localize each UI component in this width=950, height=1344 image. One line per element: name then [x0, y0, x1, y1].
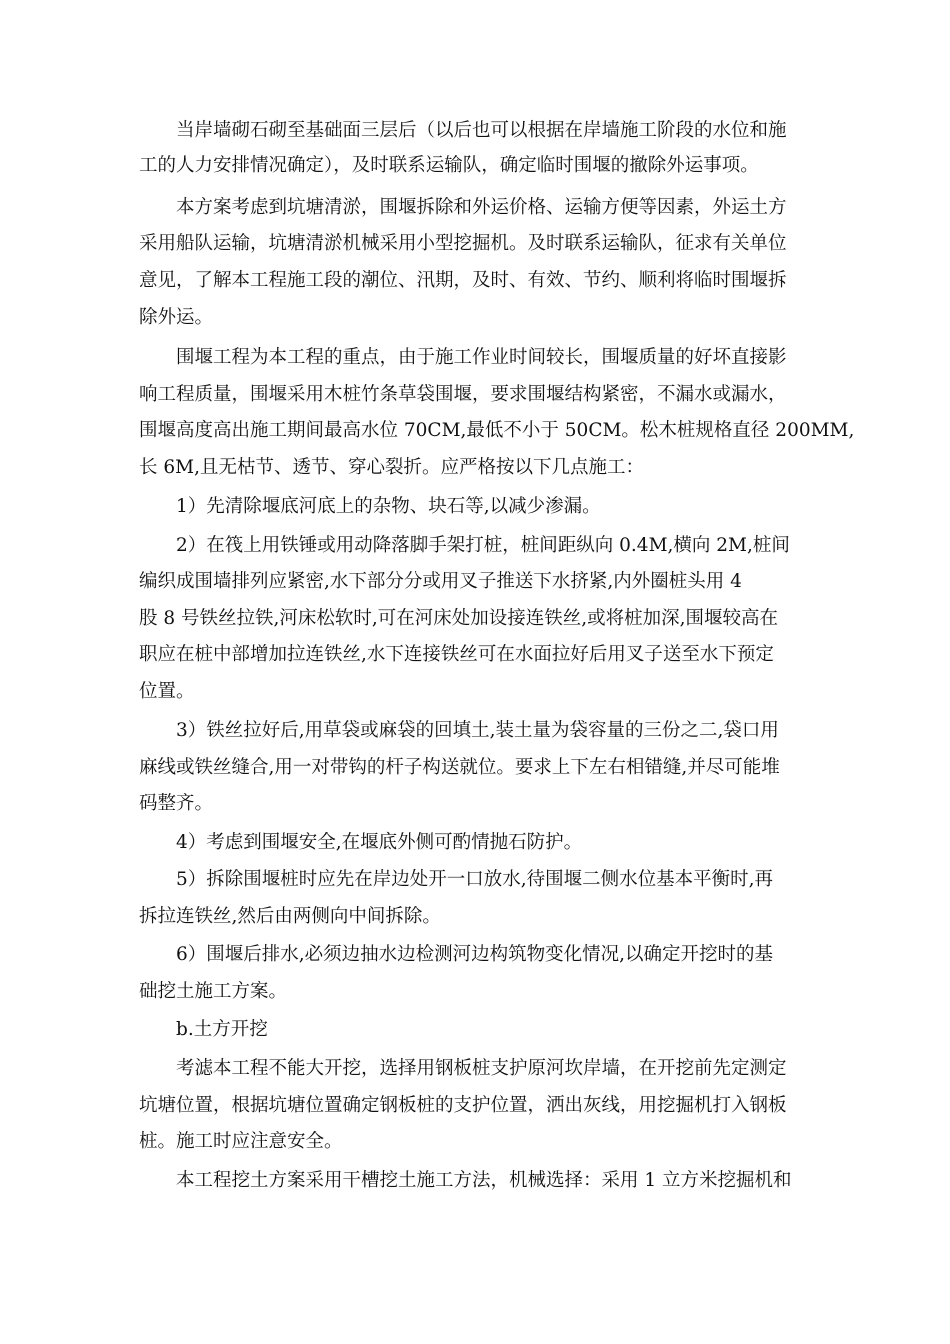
text-line: 1）先清除堰底河底上的杂物、块石等,以减少渗漏。: [176, 496, 601, 517]
text-line: 除外运。: [139, 307, 214, 328]
text-line: 4）考虑到围堰安全,在堰底外侧可酌情抛石防护。: [176, 832, 583, 853]
text-line: 编织成围墙排列应紧密,水下部分分或用叉子推送下水挤紧,内外圈桩头用 4: [139, 571, 742, 592]
text-line: 3）铁丝拉好后,用草袋或麻袋的回填土,装土量为袋容量的三份之二,袋口用: [176, 720, 779, 741]
text-line: 当岸墙砌石砌至基础面三层后（以后也可以根据在岸墙施工阶段的水位和施: [176, 120, 787, 141]
text-line: 长 6M,且无枯节、透节、穿心裂折。应严格按以下几点施工：: [139, 457, 644, 478]
text-line: 码整齐。: [139, 793, 214, 814]
text-line: 麻线或铁丝缝合,用一对带钩的杆子构送就位。要求上下左右相错缝,并尽可能堆: [139, 757, 780, 778]
text-line: 围堰工程为本工程的重点，由于施工作业时间较长，围堰质量的好坏直接影: [176, 347, 787, 368]
text-line: 围堰高度高出施工期间最高水位 70CM,最低不小于 50CM。松木桩规格直径 200MM,: [139, 420, 855, 441]
text-line: 位置。: [139, 681, 195, 702]
text-line: 坑塘位置，根据坑塘位置确定钢板桩的支护位置，洒出灰线，用挖掘机打入钢板: [139, 1095, 787, 1116]
text-line: 考滤本工程不能大开挖，选择用钢板桩支护原河坎岸墙，在开挖前先定测定: [176, 1058, 787, 1079]
text-line: 本工程挖土方案采用干槽挖土施工方法，机械选择：采用 1 立方米挖掘机和: [176, 1170, 792, 1191]
text-line: 础挖土施工方案。: [139, 981, 288, 1002]
text-line: 响工程质量，围堰采用木桩竹条草袋围堰，要求围堰结构紧密，不漏水或漏水，: [139, 384, 787, 405]
text-line: 采用船队运输，坑塘清淤机械采用小型挖掘机。及时联系运输队，征求有关单位: [139, 233, 787, 254]
text-line: 5）拆除围堰桩时应先在岸边处开一口放水,待围堰二侧水位基本平衡时,再: [176, 869, 774, 890]
text-line: 工的人力安排情况确定），及时联系运输队，确定临时围堰的撤除外运事项。: [139, 155, 759, 176]
text-line: 意见，了解本工程施工段的潮位、汛期，及时、有效、节约、顺利将临时围堰拆: [139, 270, 787, 291]
text-line: 股 8 号铁丝拉铁,河床松软时,可在河床处加设接连铁丝,或将桩加深,围堰较高在: [139, 608, 779, 629]
text-line: 2）在筏上用铁锤或用动降落脚手架打桩，桩间距纵向 0.4M,横向 2M,桩间: [176, 535, 790, 556]
text-line: 职应在桩中部增加拉连铁丝,水下连接铁丝可在水面拉好后用叉子送至水下预定: [139, 644, 774, 665]
text-line: 本方案考虑到坑塘清淤，围堰拆除和外运价格、运输方便等因素，外运土方: [176, 197, 787, 218]
text-line: 拆拉连铁丝,然后由两侧向中间拆除。: [139, 906, 441, 927]
text-line: 桩。施工时应注意安全。: [139, 1131, 343, 1152]
text-line: 6）围堰后排水,必须边抽水边检测河边构筑物变化情况,以确定开挖时的基: [176, 944, 774, 965]
section-heading: b.土方开挖: [176, 1019, 268, 1040]
